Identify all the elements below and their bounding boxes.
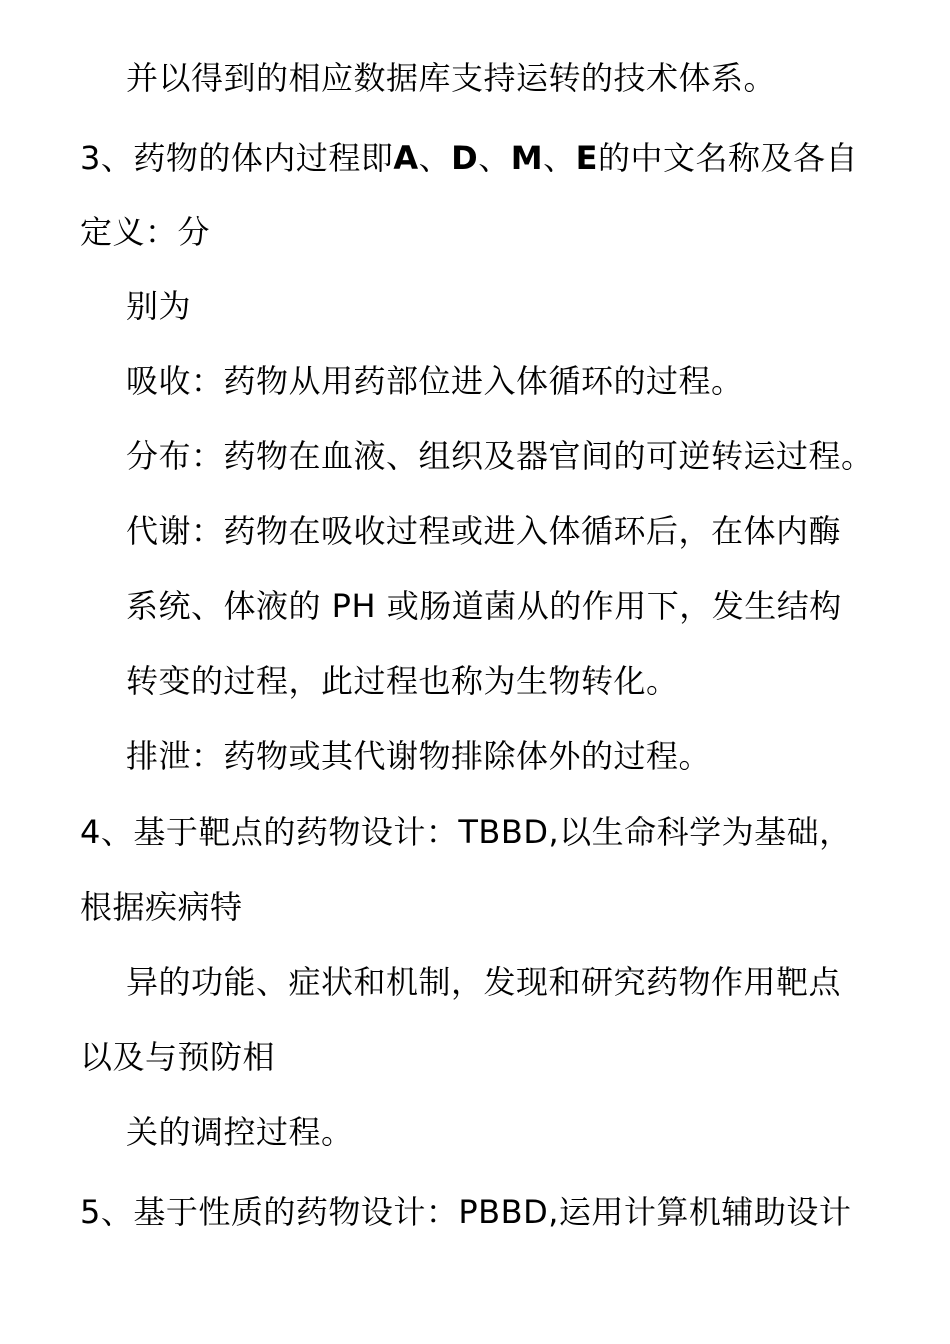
- text-line: 并以得到的相应数据库支持运转的技术体系。: [126, 59, 777, 97]
- abbrev-e: E: [575, 139, 598, 177]
- definition-absorption: 吸收：药物从用药部位进入体循环的过程。: [126, 362, 744, 400]
- text-line: 转变的过程，此过程也称为生物转化。: [126, 662, 679, 700]
- text-line: 别为: [126, 287, 192, 325]
- abbrev-d: D: [451, 139, 479, 177]
- definition-metabolism: 代谢：药物在吸收过程或进入体循环后，在体内酶: [126, 512, 842, 550]
- text-segment: 3、药物的体内过程即: [80, 139, 394, 177]
- text-line: 根据疾病特: [80, 888, 243, 926]
- heading-item-3: [80, 138, 858, 178]
- text-line: 关的调控过程。: [126, 1113, 354, 1151]
- separator: 、: [418, 139, 452, 177]
- heading-item-4: 4、基于靶点的药物设计：TBBD,以生命科学为基础，: [80, 813, 852, 851]
- abbrev-a: A: [393, 139, 419, 177]
- definition-excretion: 排泄：药物或其代谢物排除体外的过程。: [126, 737, 712, 775]
- separator: 、: [543, 139, 576, 177]
- separator: 、: [478, 139, 511, 177]
- text-segment: 的中文名称及各自: [597, 139, 858, 177]
- text-line: 定义：分: [80, 213, 211, 251]
- definition-distribution: 分布：药物在血液、组织及器官间的可逆转运过程。: [126, 437, 874, 475]
- heading-item-5: 5、基于性质的药物设计：PBBD,运用计算机辅助设计: [80, 1193, 852, 1231]
- text-line: 以及与预防相: [80, 1038, 276, 1076]
- text-line: 系统、体液的 PH 或肠道菌从的作用下，发生结构: [126, 587, 842, 625]
- abbrev-m: M: [510, 139, 544, 177]
- text-line: 异的功能、症状和机制，发现和研究药物作用靶点: [126, 963, 842, 1001]
